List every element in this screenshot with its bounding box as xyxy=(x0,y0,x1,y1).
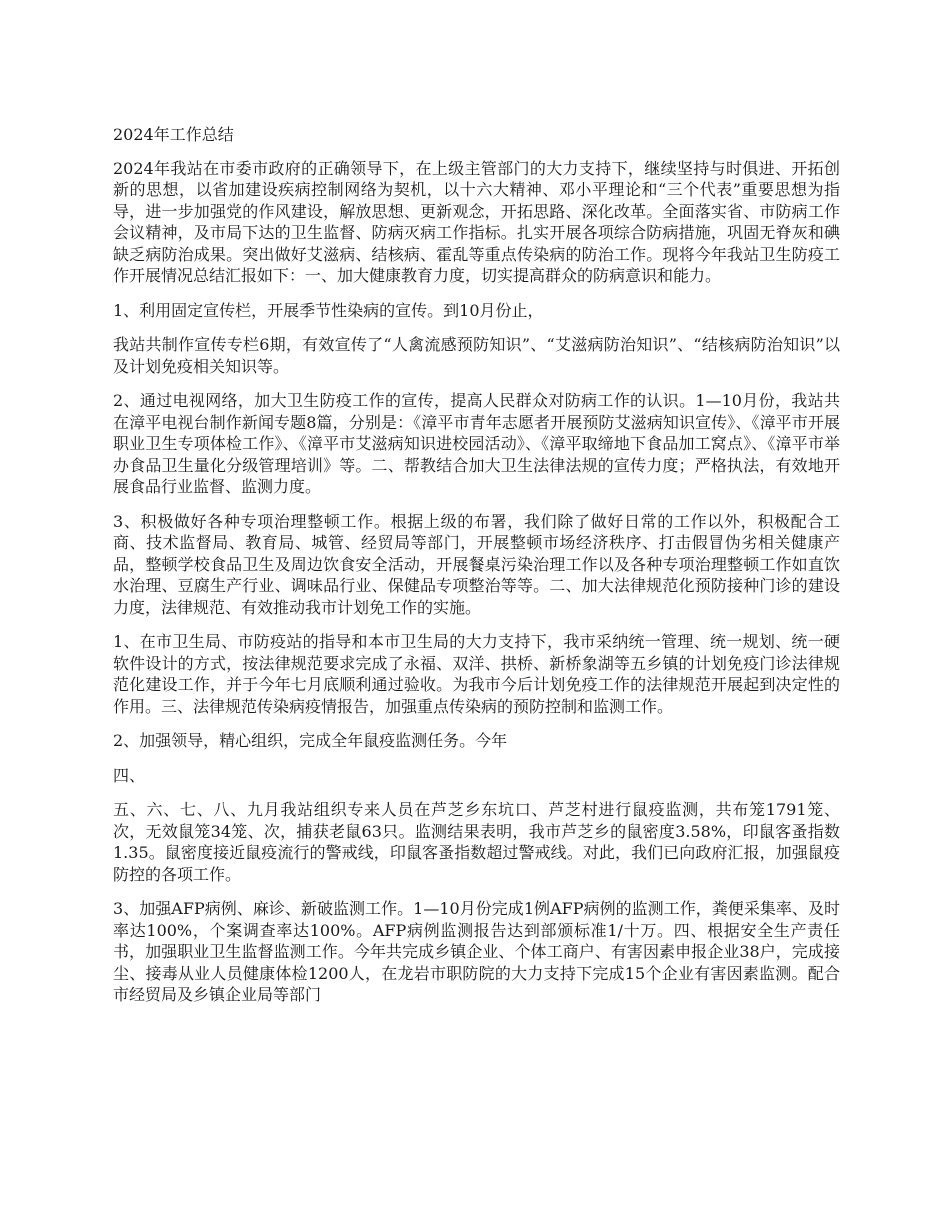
paragraph-afp-monitoring: 3、加强AFP病例、麻诊、新破监测工作。1—10月份完成1例AFP病例的监测工作，粪便采集率、及时率达100%，个案调查率达100%。AFP病例监测报告达到部颁标准1/十万。四、根据安全生产责任书，加强职业卫生监督监测工作。今年共完成乡镇企业、个体工商户、有害因素申报企业38户，完成接尘、接毒从业人员健康体检1200人，在龙岩市职防院的大力支持下完成15个企业有害因素监测。配合市经贸局及乡镇企业局等部门 xyxy=(113,899,840,1004)
paragraph-intro: 2024年我站在市委市政府的正确领导下，在上级主管部门的大力支持下，继续坚持与时俱进、开拓创新的思想，以省加建设疾病控制网络为契机，以十六大精神、邓小平理论和“三个代表”重要思想为指导，进一步加强党的作风建设，解放思想、更新观念，开拓思路、深化改革。全面落实省、市防病工作会议精神，及市局下达的卫生监督、防病灭病工作指标。扎实开展各项综合防病措施，巩固无脊灰和碘缺乏病防治成果。突出做好艾滋病、结核病、霍乱等重点传染病的防治工作。现将今年我站卫生防疫工作开展情况总结汇报如下：一、加大健康教育力度，切实提高群众的防病意识和能力。 xyxy=(113,158,840,285)
paragraph-plague-monitoring: 2、加强领导，精心组织，完成全年鼠疫监测任务。今年 xyxy=(113,731,508,750)
paragraph-plague-results: 五、六、七、八、九月我站组织专来人员在芦芝乡东坑口、芦芝村进行鼠疫监测，共布笼1791笼、次，无效鼠笼34笼、次，捕获老鼠63只。监测结果表明，我市芦芝乡的鼠密度3.58%，印鼠客蚤指数1.35。鼠密度接近鼠疫流行的警戒线，印鼠客蚤指数超过警戒线。对此，我们已向政府汇报，加强鼠疫防控的各项工作。 xyxy=(113,800,840,884)
paragraph-special-rectification: 3、积极做好各种专项治理整顿工作。根据上级的布署，我们除了做好日常的工作以外，积极配合工商、技术监督局、教育局、城管、经贸局等部门，开展整顿市场经济秩序、打击假冒伪劣相关健康产品，整顿学校食品卫生及周边饮食安全活动，开展餐桌污染治理工作以及各种专项治理整顿工作如直饮水治理、豆腐生产行业、调味品行业、保健品专项整治等等。二、加大法律规范化预防接种门诊的建设力度，法律规范、有效推动我市计划免工作的实施。 xyxy=(113,511,840,617)
document-title: 2024年工作总结 xyxy=(113,125,234,144)
paragraph-tv-publicity: 2、通过电视网络，加大卫生防疫工作的宣传，提高人民群众对防病工作的认识。1—10月份，我站共在漳平电视台制作新闻专题8篇，分别是：《漳平市青年志愿者开展预防艾滋病知识宣传》、《漳平市开展职业卫生专项体检工作》、《漳平市艾滋病知识进校园活动》、《漳平取缔地下食品加工窝点》、《漳平市举办食品卫生量化分级管理培训》等。二、帮教结合加大卫生法律法规的宣传力度；严格执法，有效地开展食品行业监督、监测力度。 xyxy=(113,391,840,496)
paragraph-vaccination-clinics: 1、在市卫生局、市防疫站的指导和本市卫生局的大力支持下，我市采纳统一管理、统一规划、统一硬软件设计的方式，按法律规范要求完成了永福、双洋、拱桥、新桥象湖等五乡镇的计划免疫门诊法律规范化建设工作，并于今年七月底顺利通过验收。为我市今后计划免疫工作的法律规范开展起到决定性的作用。三、法律规范传染病疫情报告，加强重点传染病的预防控制和监测工作。 xyxy=(113,632,840,716)
paragraph-section-four: 四、 xyxy=(113,765,146,785)
paragraph-bulletin-board: 1、利用固定宣传栏，开展季节性染病的宣传。到10月份止， xyxy=(113,300,544,320)
document-page xyxy=(113,124,840,1019)
paragraph-bulletin-columns: 我站共制作宣传专栏6期，有效宣传了“人禽流感预防知识”、“艾滋病防治知识”、“结核病防治知识”以及计划免疫相关知识等。 xyxy=(113,335,840,376)
